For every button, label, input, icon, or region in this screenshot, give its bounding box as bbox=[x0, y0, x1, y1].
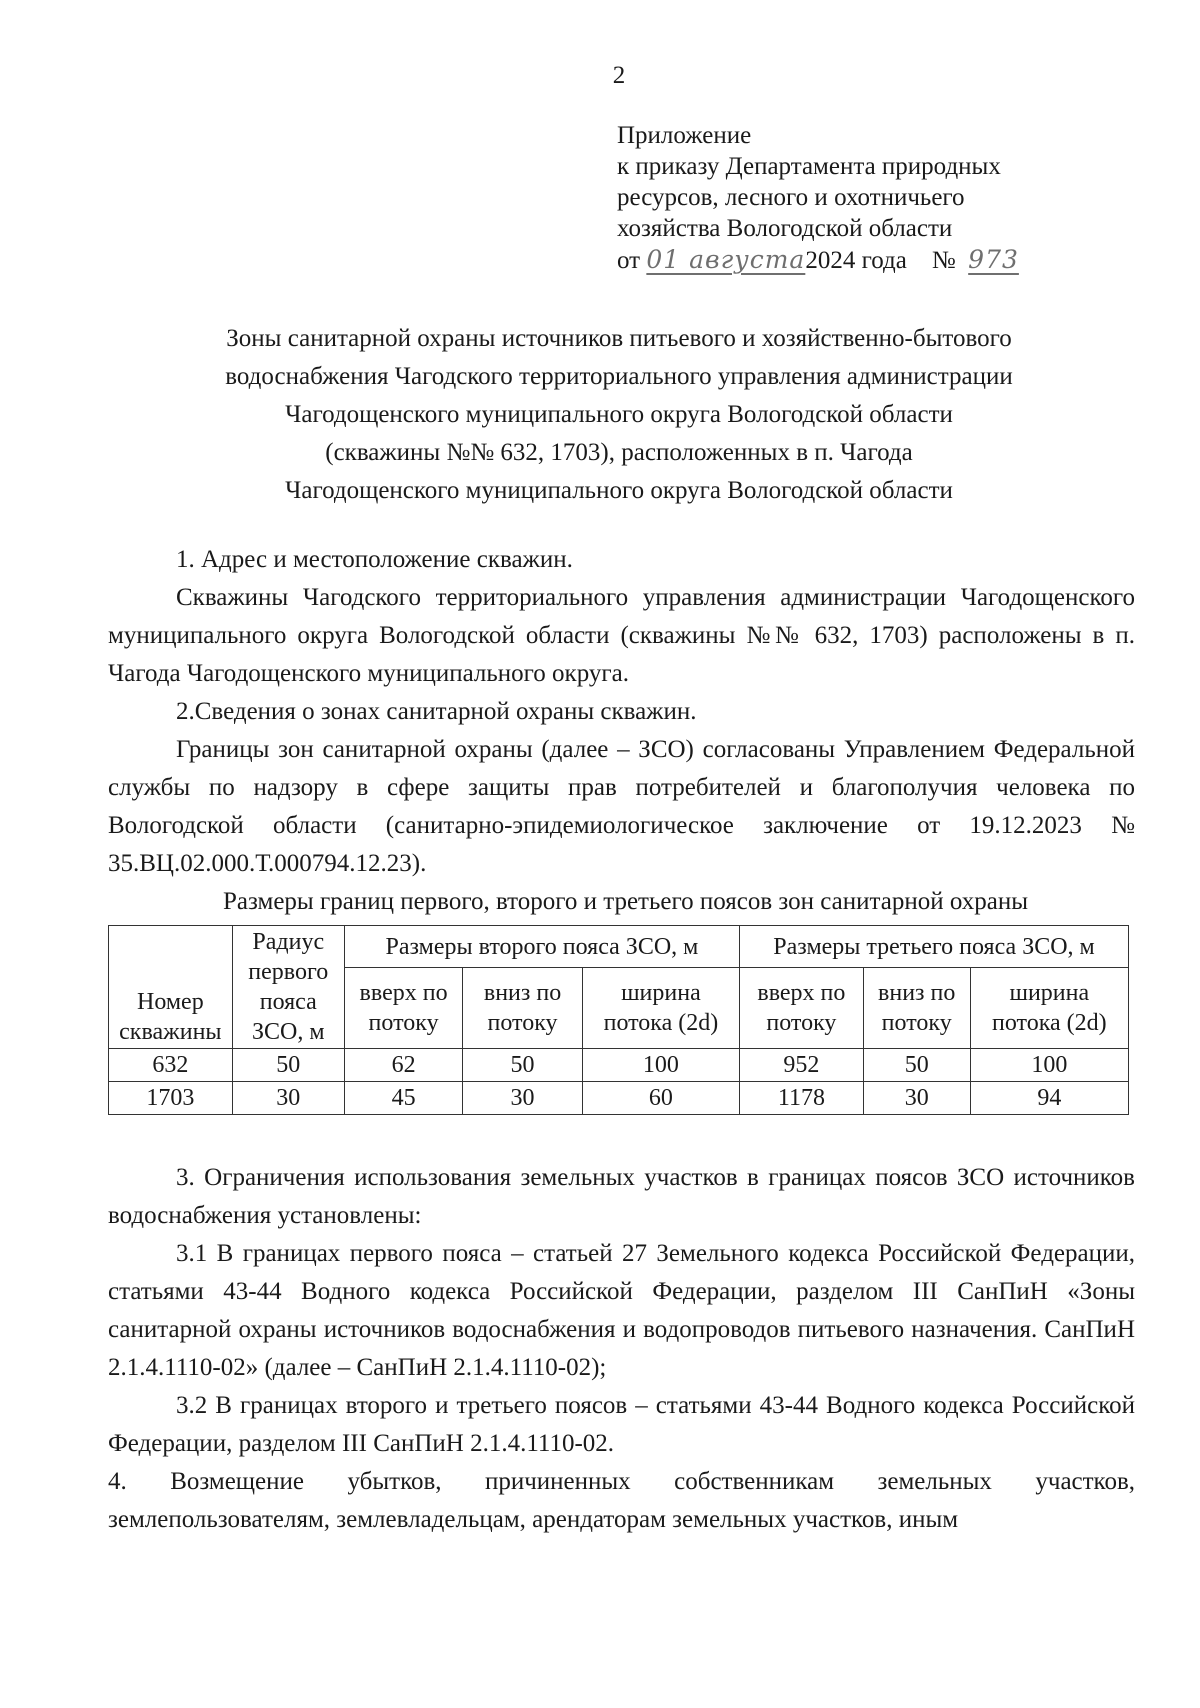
document-body bbox=[108, 541, 1135, 1539]
title-line-2: водоснабжения Чагодского территориального управления администрации bbox=[225, 363, 1013, 390]
title-line-1: Зоны санитарной охраны источников питьевого и хозяйственно-бытового bbox=[226, 325, 1012, 352]
section-2-text: Границы зон санитарной охраны (далее – ЗСО) согласованы Управлением Федеральной службы по надзору в сфере защиты прав потребителей и благополучия человека по Вологодской области (санитарно-эпидемиологическое заключение от 19.12.2023 № 35.ВЦ.02.000.Т.000794.12.23). bbox=[108, 736, 1135, 877]
title-line-4: (скважины №№ 632, 1703), расположенных в п. Чагода bbox=[325, 439, 913, 466]
section-2-heading: 2.Сведения о зонах санитарной охраны скважин. bbox=[176, 698, 697, 725]
header-third-up: вверх по потоку bbox=[740, 968, 864, 1049]
table-cell: 50 bbox=[463, 1049, 583, 1082]
table-cell: 632 bbox=[109, 1049, 233, 1082]
header-well-number: Номер скважины bbox=[109, 926, 233, 1049]
appendix-line-1: Приложение bbox=[617, 122, 752, 149]
header-second-zone: Размеры второго пояса ЗСО, м bbox=[344, 926, 739, 968]
table-row bbox=[109, 1049, 1129, 1082]
table-cell: 94 bbox=[970, 1082, 1128, 1115]
handwritten-date: 01 августа bbox=[646, 245, 806, 274]
section-4-text: 4. Возмещение убытков, причиненных собственникам земельных участков, землепользователям, землевладельцам, арендаторам земельных участков, иным bbox=[108, 1468, 1135, 1533]
table-cell: 30 bbox=[232, 1082, 344, 1115]
header-second-down: вниз по потоку bbox=[463, 968, 583, 1049]
title-line-5: Чагодощенского муниципального округа Вологодской области bbox=[285, 477, 953, 504]
title-line-3: Чагодощенского муниципального округа Вологодской области bbox=[285, 401, 953, 428]
section-1-heading: 1. Адрес и местоположение скважин. bbox=[176, 546, 573, 573]
header-second-up: вверх по потоку bbox=[344, 968, 462, 1049]
zso-table bbox=[108, 925, 1129, 1115]
table-cell: 1178 bbox=[740, 1082, 864, 1115]
handwritten-number: 973 bbox=[968, 245, 1019, 274]
appendix-line-3: ресурсов, лесного и охотничьего bbox=[617, 184, 965, 211]
date-prefix: от bbox=[617, 247, 641, 274]
appendix-date-line bbox=[617, 244, 1019, 276]
header-third-width: ширина потока (2d) bbox=[970, 968, 1128, 1049]
appendix-block bbox=[617, 120, 1019, 276]
section-3-heading: 3. Ограничения использования земельных участков в границах поясов ЗСО источников водоснабжения установлены: bbox=[108, 1164, 1135, 1229]
document-title bbox=[0, 320, 1200, 510]
table-cell: 100 bbox=[970, 1049, 1128, 1082]
section-3-2: 3.2 В границах второго и третьего поясов – статьями 43-44 Водного кодекса Российской Федерации, разделом III СанПиН 2.1.4.1110-02. bbox=[108, 1392, 1135, 1457]
section-1-text: Скважины Чагодского территориального управления администрации Чагодощенского муниципального округа Вологодской области (скважины №№ 632, 1703) расположены в п. Чагода Чагодощенского муниципального округа. bbox=[108, 584, 1135, 687]
header-radius: Радиус первого пояса ЗСО, м bbox=[232, 926, 344, 1049]
table-cell: 62 bbox=[344, 1049, 462, 1082]
table-cell: 30 bbox=[863, 1082, 970, 1115]
date-suffix: 2024 года bbox=[805, 247, 907, 274]
table-cell: 100 bbox=[582, 1049, 739, 1082]
table-cell: 45 bbox=[344, 1082, 462, 1115]
table-cell: 952 bbox=[740, 1049, 864, 1082]
table-cell: 50 bbox=[232, 1049, 344, 1082]
appendix-line-2: к приказу Департамента природных bbox=[617, 153, 1001, 180]
table-cell: 60 bbox=[582, 1082, 739, 1115]
table-header-row bbox=[109, 926, 1129, 968]
number-prefix: № bbox=[931, 247, 956, 274]
appendix-line-4: хозяйства Вологодской области bbox=[617, 215, 953, 242]
page-number: 2 bbox=[612, 62, 626, 89]
header-third-zone: Размеры третьего пояса ЗСО, м bbox=[740, 926, 1129, 968]
header-second-width: ширина потока (2d) bbox=[582, 968, 739, 1049]
table-row bbox=[109, 1082, 1129, 1115]
table-caption: Размеры границ первого, второго и третьего поясов зон санитарной охраны bbox=[222, 888, 1029, 915]
section-3-1: 3.1 В границах первого пояса – статьей 27 Земельного кодекса Российской Федерации, статьями 43-44 Водного кодекса Российской Федерации, разделом III СанПиН «Зоны санитарной охраны источников водоснабжения и водопроводов питьевого назначения. СанПиН 2.1.4.1110-02» (далее – СанПиН 2.1.4.1110-02); bbox=[108, 1240, 1135, 1381]
header-third-down: вниз по потоку bbox=[863, 968, 970, 1049]
table-cell: 1703 bbox=[109, 1082, 233, 1115]
table-cell: 30 bbox=[463, 1082, 583, 1115]
table-cell: 50 bbox=[863, 1049, 970, 1082]
